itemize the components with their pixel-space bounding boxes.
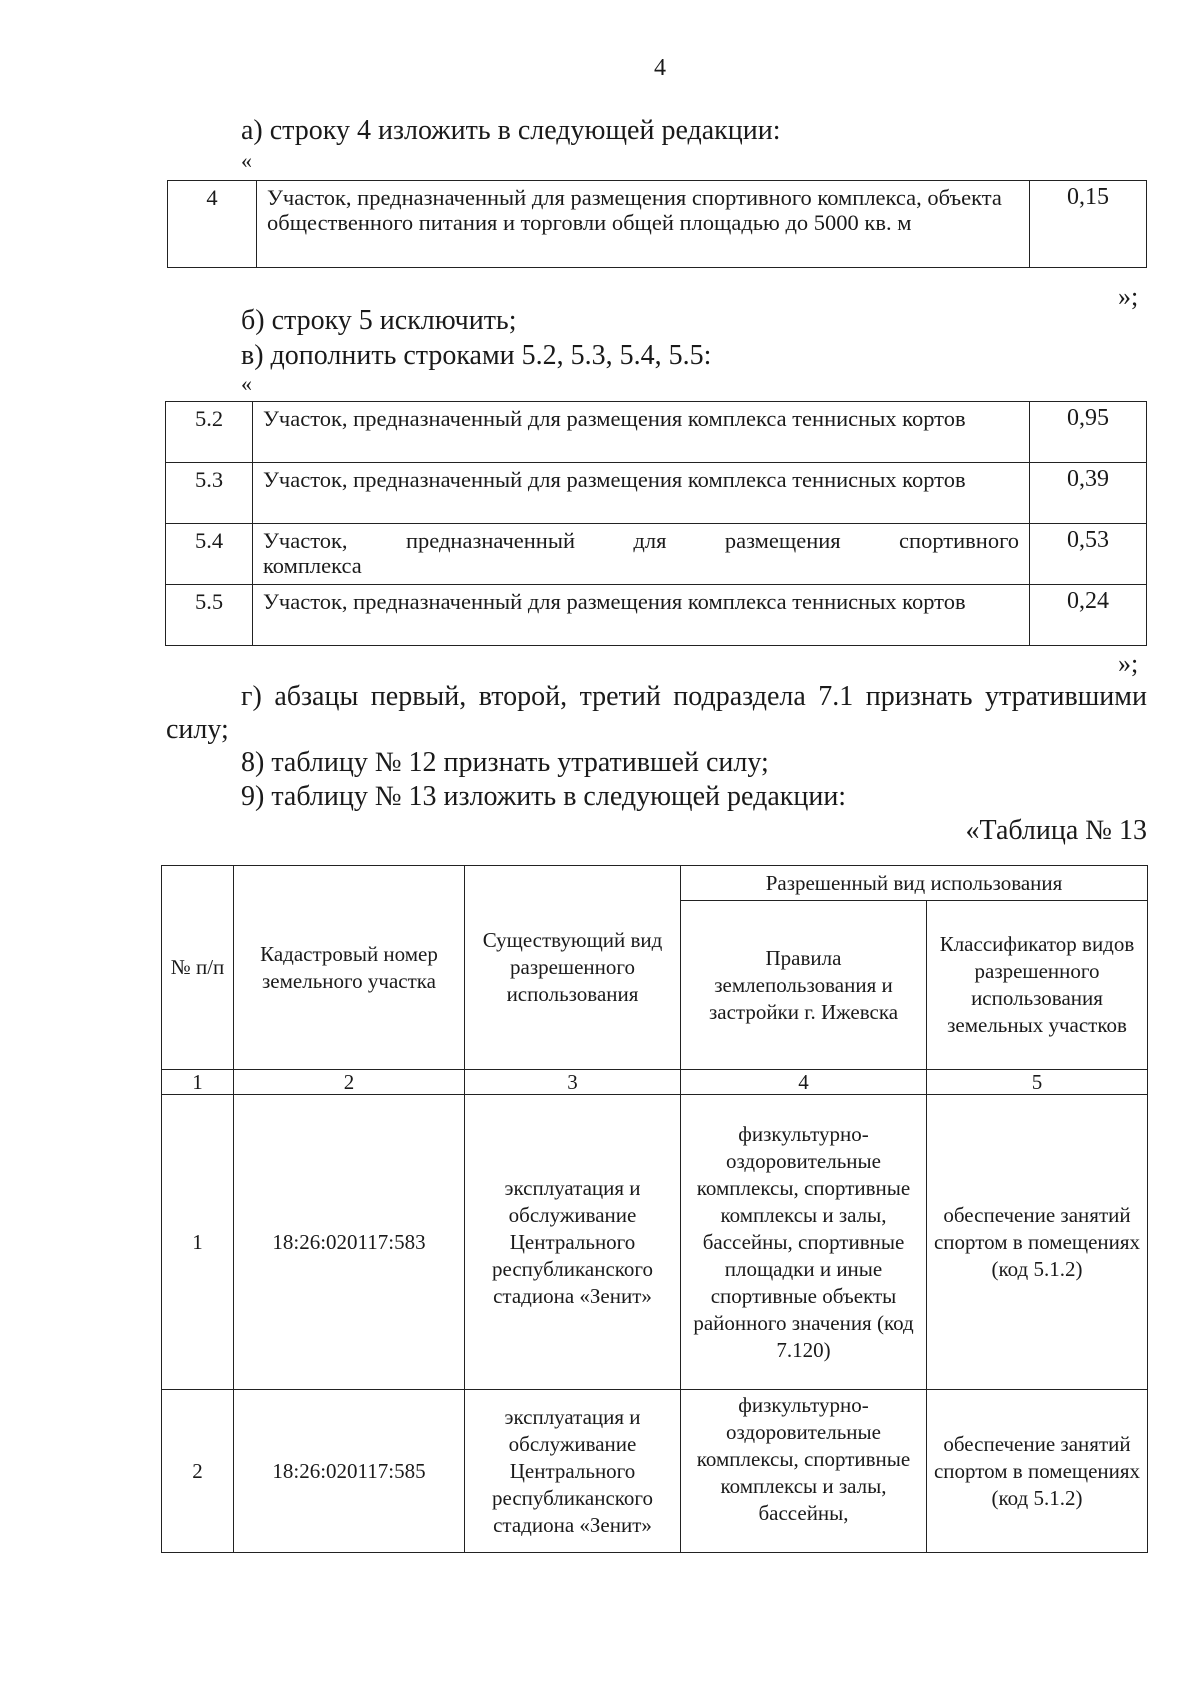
row-value: 0,53 bbox=[1030, 524, 1147, 585]
col-header-rules: Правила землепользования и застройки г. Ижевска bbox=[681, 901, 927, 1070]
cell-number: 1 bbox=[162, 1095, 234, 1390]
col-header-number: № п/п bbox=[162, 866, 234, 1070]
row-description: Участок, предназначенный для размещения комплекса теннисных кортов bbox=[253, 463, 1030, 524]
table-row bbox=[166, 585, 1147, 646]
cell-rules: физкультурно-оздоровительные комплексы, спортивные комплексы и залы, бассейны, спортивные площадки и иные спортивные объекты районного значения (код 7.120) bbox=[681, 1095, 927, 1390]
table-row bbox=[162, 1095, 1148, 1390]
col-number-cell: 5 bbox=[927, 1070, 1148, 1095]
row-value: 0,39 bbox=[1030, 463, 1147, 524]
item-a: а) строку 4 изложить в следующей редакции: bbox=[241, 115, 781, 146]
item-8: 8) таблицу № 12 признать утратившей силу; bbox=[241, 747, 769, 778]
table13 bbox=[161, 865, 1148, 1553]
row-value: 0,24 bbox=[1030, 585, 1147, 646]
row-value: 0,15 bbox=[1030, 181, 1147, 268]
row-description: Участок, предназначенный для размещения комплекса теннисных кортов bbox=[253, 402, 1030, 463]
col-header-cadastral: Кадастровый номер земельного участка bbox=[234, 866, 465, 1070]
amend-table-row4 bbox=[167, 180, 1147, 268]
row-number: 5.3 bbox=[166, 463, 253, 524]
table13-number-row bbox=[162, 1070, 1148, 1095]
cell-number: 2 bbox=[162, 1390, 234, 1553]
row-description-line1: Участок, предназначенный для размещения спортивного bbox=[263, 528, 1019, 553]
col-number-cell: 2 bbox=[234, 1070, 465, 1095]
table-row bbox=[162, 1390, 1148, 1553]
item-b: б) строку 5 исключить; bbox=[241, 305, 517, 336]
row-description bbox=[253, 524, 1030, 585]
col-number-cell: 3 bbox=[465, 1070, 681, 1095]
table13-caption: «Таблица № 13 bbox=[965, 815, 1147, 846]
row-description-line2: комплекса bbox=[263, 553, 362, 578]
cell-cadastral: 18:26:020117:583 bbox=[234, 1095, 465, 1390]
amend-table-rows5 bbox=[165, 401, 1147, 646]
item-9: 9) таблицу № 13 изложить в следующей редакции: bbox=[241, 781, 847, 812]
cell-classifier: обеспечение занятий спортом в помещениях (код 5.1.2) bbox=[927, 1390, 1148, 1553]
table-row bbox=[166, 463, 1147, 524]
quote-open-a: « bbox=[241, 148, 252, 173]
cell-existing: эксплуатация и обслуживание Центрального республиканского стадиона «Зенит» bbox=[465, 1095, 681, 1390]
row-number: 5.2 bbox=[166, 402, 253, 463]
cell-existing: эксплуатация и обслуживание Центрального республиканского стадиона «Зенит» bbox=[465, 1390, 681, 1553]
item-g-line1: г) абзацы первый, второй, третий подраздела 7.1 признать утратившими bbox=[241, 681, 1147, 712]
row-description: Участок, предназначенный для размещения комплекса теннисных кортов bbox=[253, 585, 1030, 646]
col-number-cell: 4 bbox=[681, 1070, 927, 1095]
col-number-cell: 1 bbox=[162, 1070, 234, 1095]
row-number: 5.5 bbox=[166, 585, 253, 646]
row-number: 4 bbox=[168, 181, 257, 268]
table-row bbox=[168, 181, 1147, 268]
cell-cadastral: 18:26:020117:585 bbox=[234, 1390, 465, 1553]
item-v: в) дополнить строками 5.2, 5.3, 5.4, 5.5: bbox=[241, 340, 712, 371]
item-g-line2: силу; bbox=[166, 714, 229, 745]
page-number: 4 bbox=[654, 55, 666, 81]
col-header-group: Разрешенный вид использования bbox=[681, 866, 1148, 901]
quote-close-a: »; bbox=[1118, 282, 1139, 311]
table-row bbox=[166, 524, 1147, 585]
quote-open-v: « bbox=[241, 371, 252, 396]
row-description: Участок, предназначенный для размещения спортивного комплекса, объекта общественного питания и торговли общей площадью до 5000 кв. м bbox=[257, 181, 1030, 268]
cell-classifier: обеспечение занятий спортом в помещениях (код 5.1.2) bbox=[927, 1095, 1148, 1390]
cell-rules: физкультурно-оздоровительные комплексы, спортивные комплексы и залы, бассейны, bbox=[681, 1390, 927, 1553]
quote-close-v: »; bbox=[1118, 649, 1139, 678]
row-number: 5.4 bbox=[166, 524, 253, 585]
col-header-classifier: Классификатор видов разрешенного использования земельных участков bbox=[927, 901, 1148, 1070]
table-row bbox=[166, 402, 1147, 463]
table13-header-row1 bbox=[162, 866, 1148, 901]
col-header-existing: Существующий вид разрешенного использования bbox=[465, 866, 681, 1070]
row-value: 0,95 bbox=[1030, 402, 1147, 463]
